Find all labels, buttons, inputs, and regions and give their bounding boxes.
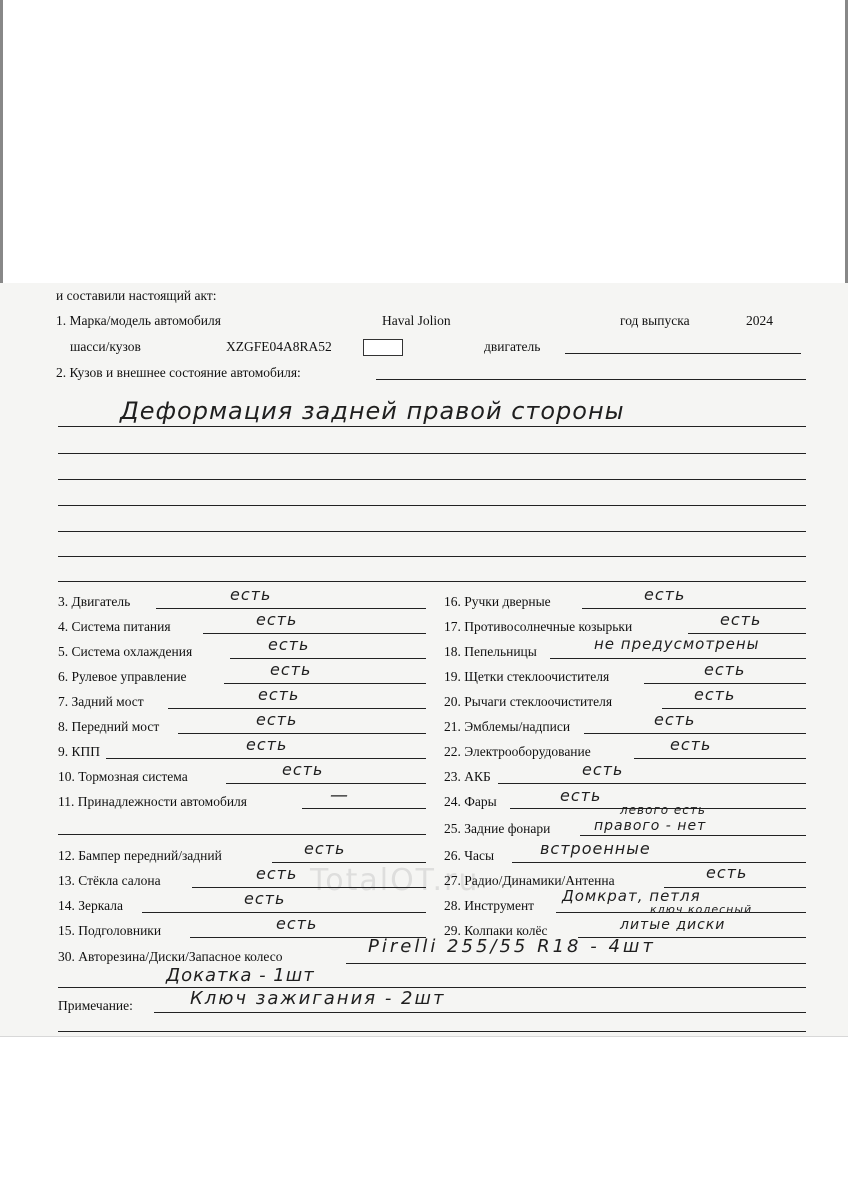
item-door-handles-value: есть (644, 585, 686, 604)
item2-line (376, 379, 806, 380)
field-line (580, 835, 806, 836)
blank-page-area-bottom (0, 1036, 848, 1201)
item-engine-value: есть (230, 585, 272, 604)
item-mirrors-value: есть (244, 889, 286, 908)
field-line (142, 912, 426, 913)
field-line (230, 658, 426, 659)
field-line (634, 758, 806, 759)
item-headrests-label: 15. Подголовники (58, 923, 162, 938)
engine-label: двигатель (484, 339, 541, 354)
item-radio-label: 27. Радио/Динамики/Антенна (444, 873, 615, 888)
acceptance-act-form (0, 283, 848, 1036)
item-emblems-value: есть (654, 710, 696, 729)
item-wiper-arms-value: есть (694, 685, 736, 704)
field-line (106, 758, 426, 759)
item-clock-label: 26. Часы (444, 848, 495, 863)
item-windows-value: есть (256, 864, 298, 883)
item-steering-label: 6. Рулевое управление (58, 669, 187, 684)
item1-label: 1. Марка/модель автомобиля (56, 313, 221, 328)
engine-line (565, 353, 801, 354)
year-value: 2024 (746, 313, 773, 328)
field-line (192, 887, 426, 888)
ruled-line (58, 531, 806, 532)
field-line (302, 808, 426, 809)
item-emblems-label: 21. Эмблемы/надписи (444, 719, 571, 734)
item-headlights-value: есть (560, 786, 602, 805)
item-accessories-value: — (330, 785, 349, 806)
item-headlights-label: 24. Фары (444, 794, 497, 809)
year-label: год выпуска (620, 313, 690, 328)
item-sun-visors-label: 17. Противосолнечные козырьки (444, 619, 633, 634)
item-wiper-blades-label: 19. Щетки стеклоочистителя (444, 669, 610, 684)
field-line-extra (58, 834, 426, 835)
item-brakes-label: 10. Тормозная система (58, 769, 188, 784)
item-rear-axle-label: 7. Задний мост (58, 694, 144, 709)
ruled-line (58, 453, 806, 454)
field-line (688, 633, 806, 634)
field-line (662, 708, 806, 709)
scan-edge-left (0, 0, 3, 283)
redacted-box (363, 339, 403, 356)
item-front-axle-label: 8. Передний мост (58, 719, 160, 734)
item-bumper-label: 12. Бампер передний/задний (58, 848, 222, 863)
item-front-axle-value: есть (256, 710, 298, 729)
item-steering-value: есть (270, 660, 312, 679)
item-rear-axle-value: есть (258, 685, 300, 704)
item-fuel-value: есть (256, 610, 298, 629)
item-tools-value2: ключ колесный (650, 903, 753, 916)
item-door-handles-label: 16. Ручки дверные (444, 594, 551, 609)
chassis-value: XZGFE04A8RA52 (226, 339, 332, 354)
item-sun-visors-value: есть (720, 610, 762, 629)
field-line (168, 708, 426, 709)
field-line (512, 862, 806, 863)
ruled-line (58, 479, 806, 480)
note-value: Ключ зажигания - 2шт (190, 988, 446, 1009)
item-cooling-label: 5. Система охлаждения (58, 644, 193, 659)
item-mirrors-label: 14. Зеркала (58, 898, 123, 913)
ruled-line (58, 426, 806, 427)
item-clock-value: встроенные (540, 839, 651, 858)
blank-page-area-top (0, 0, 848, 284)
item-gearbox-value: есть (246, 735, 288, 754)
item-battery-label: 23. АКБ (444, 769, 491, 784)
item-tools-value: Домкрат, петля (562, 887, 701, 905)
item-hubcaps-label: 29. Колпаки колёс (444, 923, 548, 938)
field-line (154, 1012, 806, 1013)
field-line (156, 608, 426, 609)
field-line (346, 963, 806, 964)
field-line-extra (58, 1031, 806, 1032)
item-electrics-label: 22. Электрооборудование (444, 744, 591, 759)
item-hubcaps-value: литые диски (620, 917, 726, 933)
chassis-label: шасси/кузов (70, 339, 141, 354)
field-line (584, 733, 806, 734)
intro-text: и составили настоящий акт: (56, 288, 217, 303)
item-electrics-value: есть (670, 735, 712, 754)
item-cooling-value: есть (268, 635, 310, 654)
item-ashtrays-label: 18. Пепельницы (444, 644, 537, 659)
item-gearbox-label: 9. КПП (58, 744, 101, 759)
ruled-line (58, 505, 806, 506)
ruled-line (58, 556, 806, 557)
item-fuel-label: 4. Система питания (58, 619, 171, 634)
item-wiper-arms-label: 20. Рычаги стеклоочистителя (444, 694, 613, 709)
item-wiper-blades-value: есть (704, 660, 746, 679)
item2-label: 2. Кузов и внешнее состояние автомобиля: (56, 365, 301, 380)
item-brakes-value: есть (282, 760, 324, 779)
item-bumper-value: есть (304, 839, 346, 858)
model-value: Haval Jolion (382, 313, 451, 328)
item-battery-value: есть (582, 760, 624, 779)
field-line (498, 783, 806, 784)
field-line (644, 683, 806, 684)
item-engine-label: 3. Двигатель (58, 594, 131, 609)
item-accessories-label: 11. Принадлежности автомобиля (58, 794, 247, 809)
body-condition-handwritten: Деформация задней правой стороны (120, 397, 625, 425)
item-tools-label: 28. Инструмент (444, 898, 535, 913)
item-tires-label: 30. Авторезина/Диски/Запасное колесо (58, 949, 283, 964)
field-line (226, 783, 426, 784)
watermark-logo: TotalOT.ru (310, 863, 480, 898)
item-tail-lights-value2: правого - нет (594, 818, 707, 834)
item-tires-value: Pirelli 255/55 R18 - 4шт (368, 936, 656, 957)
field-line (582, 608, 806, 609)
item-tail-lights-value: левого есть (620, 803, 706, 817)
field-line (203, 633, 426, 634)
field-line (178, 733, 426, 734)
field-line (224, 683, 426, 684)
field-line (272, 862, 426, 863)
field-line (550, 658, 806, 659)
ruled-line (58, 581, 806, 582)
note-label: Примечание: (58, 998, 133, 1013)
item-headrests-value: есть (276, 914, 318, 933)
item-radio-value: есть (706, 863, 748, 882)
item-tail-lights-label: 25. Задние фонари (444, 821, 551, 836)
item-ashtrays-value: не предусмотрены (594, 635, 760, 653)
item-windows-label: 13. Стёкла салона (58, 873, 161, 888)
item-tires-value2: Докатка - 1шт (166, 965, 315, 986)
